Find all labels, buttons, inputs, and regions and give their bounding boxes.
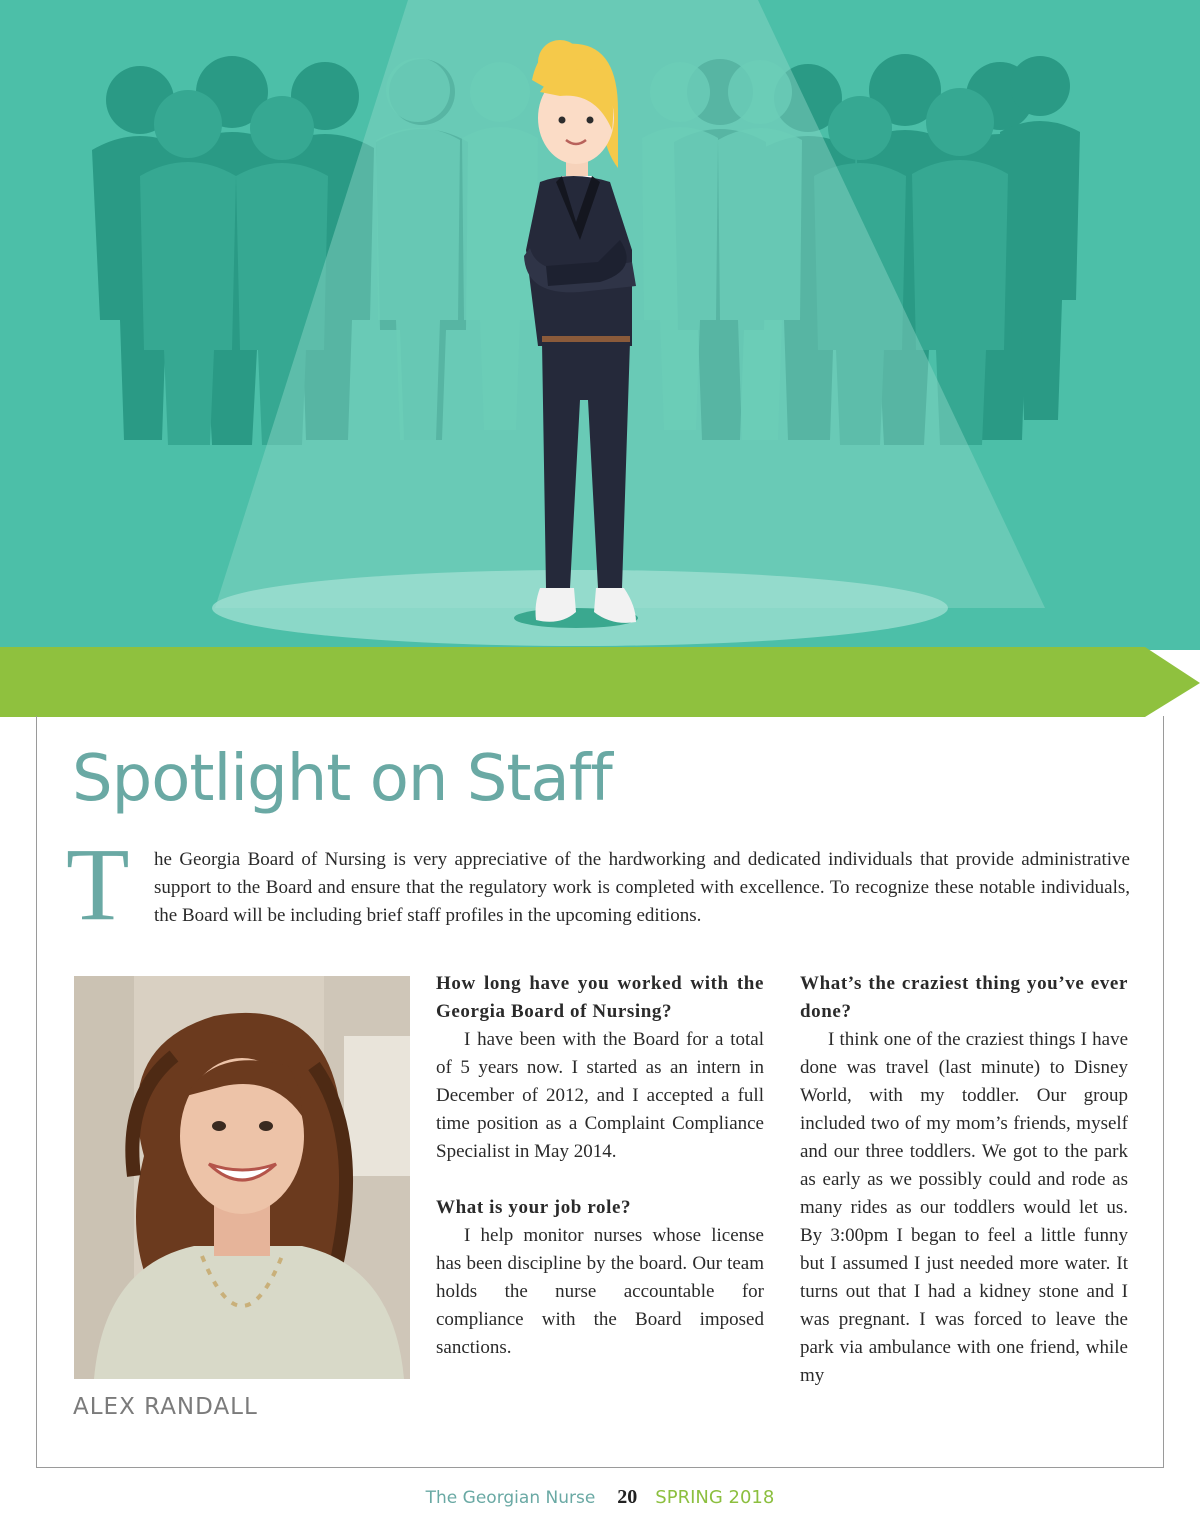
page-footer [0, 1486, 1200, 1509]
staff-photo [74, 976, 410, 1379]
answer-job-role: I help monitor nurses whose license has been discipline by the board. Our team holds the nurse accountable for compliance with the Board imposed sanctions. [436, 1225, 764, 1358]
question-craziest-thing: What’s the craziest thing you’ve ever done? [800, 973, 1128, 1022]
spotlight-illustration [0, 0, 1200, 650]
question-tenure: How long have you worked with the Georgia Board of Nursing? [436, 973, 764, 1022]
staff-name-caption: ALEX RANDALL [73, 1394, 258, 1420]
interview-column-2 [800, 970, 1128, 1390]
interview-column-1 [436, 970, 764, 1362]
accent-band [0, 647, 1200, 717]
footer-page-number: 20 [617, 1486, 638, 1508]
footer-publication: The Georgian Nurse [425, 1488, 596, 1508]
footer-issue: SPRING 2018 [655, 1487, 775, 1508]
answer-craziest-thing: I think one of the craziest things I have done was travel (last minute) to Disney World, with my toddler. Our group included two of my mom’s friends, myself and our three toddlers. We got to the park as early as we possibly could and rode as many rides as our toddlers would let us. By 3:00pm I began to feel a little funny but I assumed I just needed more water. It turns out that I had a kidney stone and I was pregnant. I was forced to leave the park via ambulance with one friend, while my [800, 1029, 1128, 1386]
question-job-role: What is your job role? [436, 1197, 632, 1218]
intro-paragraph: he Georgia Board of Nursing is very appreciative of the hardworking and dedicated individuals that provide administrative support to the Board and ensure that the regulatory work is completed with excellence. To recognize these notable individuals, the Board will be including brief staff profiles in the upcoming editions. [154, 849, 1130, 926]
intro-dropcap: T [66, 827, 130, 942]
spotlight-floor [212, 570, 948, 646]
answer-tenure: I have been with the Board for a total of 5 years now. I started as an intern in December of 2012, and I accepted a full time position as a Complaint Compliance Specialist in May 2014. [436, 1029, 764, 1162]
article-title: Spotlight on Staff [72, 742, 612, 816]
